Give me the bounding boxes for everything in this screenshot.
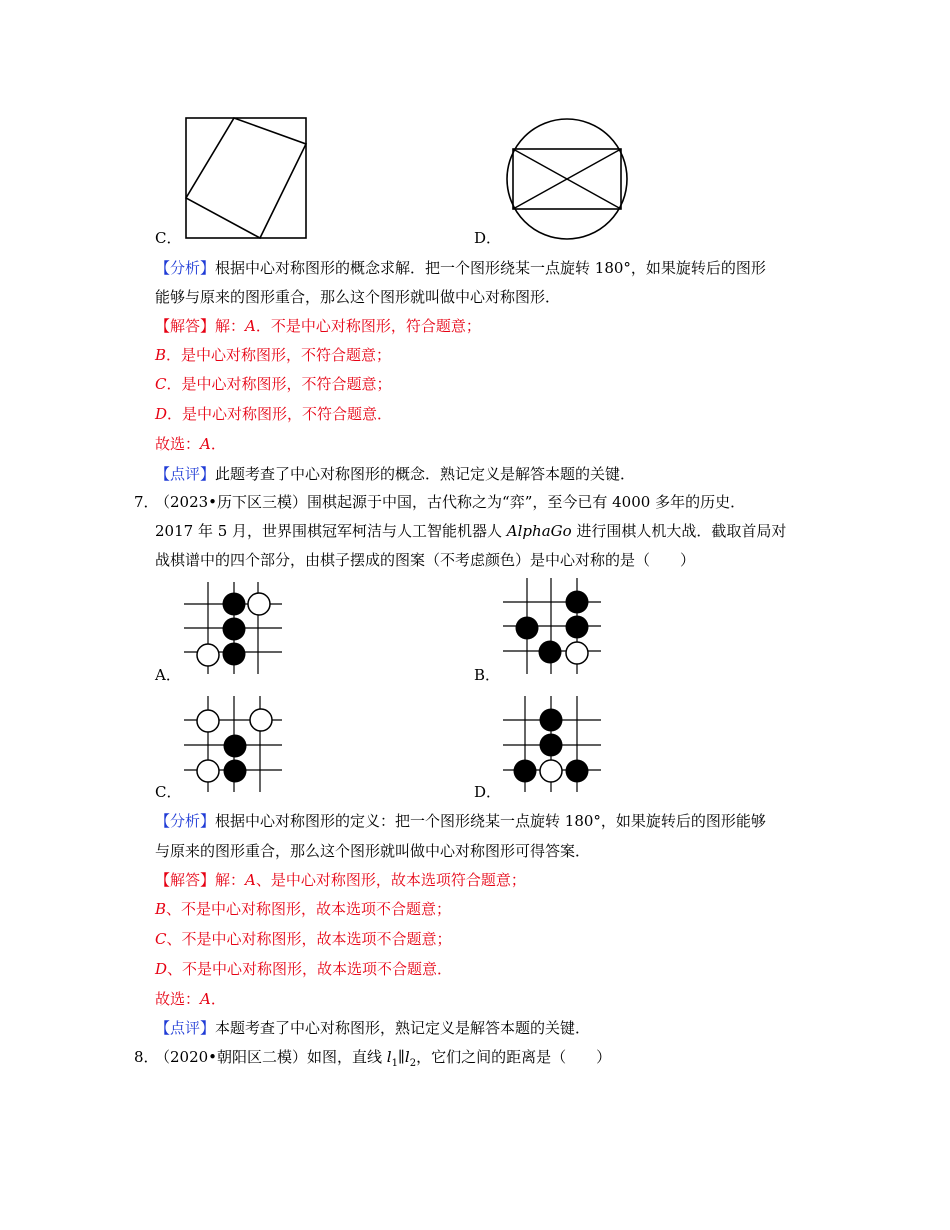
q6-answer-a: 【解答】解：A．不是中心对称图形，符合题意； xyxy=(155,317,481,335)
black-stone xyxy=(566,760,589,783)
q7-label-c: C． xyxy=(155,783,182,801)
black-stone xyxy=(514,760,537,783)
black-stone xyxy=(224,735,247,758)
q7-answer-c: C、不是中心对称图形，故本选项不合题意； xyxy=(155,930,452,948)
q6-answer-d: D．是中心对称图形，不符合题意． xyxy=(155,405,393,423)
answer-tag: 【解答】 xyxy=(155,317,216,335)
black-stone xyxy=(566,616,589,639)
figure-d-circle-rectangle xyxy=(505,117,629,241)
q7-answer-b: B、不是中心对称图形，故本选项不合题意； xyxy=(155,900,452,918)
figure-c-square-in-square xyxy=(184,116,308,240)
black-stone xyxy=(223,618,246,641)
q6-analysis-line1: 【分析】根据中心对称图形的概念求解．把一个图形绕某一点旋转 180°，如果旋转后的图形 xyxy=(155,259,766,277)
q7-comment: 【点评】本题考查了中心对称图形，熟记定义是解答本题的关键． xyxy=(155,1019,591,1037)
go-board-option-b xyxy=(503,578,603,676)
black-stone xyxy=(224,760,247,783)
comment-tag: 【点评】 xyxy=(155,1019,216,1037)
go-board-option-d xyxy=(503,696,603,794)
comment-tag: 【点评】 xyxy=(155,465,216,483)
figure-d-label: D． xyxy=(474,229,502,247)
q7-stem-line3: 战棋谱中的四个部分，由棋子摆成的图案（不考虑颜色）是中心对称的是（ ） xyxy=(155,551,696,569)
q7-answer-d: D、不是中心对称图形，故本选项不合题意． xyxy=(155,960,453,978)
q7-number: 7． xyxy=(134,493,159,511)
figure-c-label: C． xyxy=(155,229,182,247)
go-board-option-c xyxy=(184,696,284,794)
q8-number: 8． xyxy=(134,1048,159,1066)
white-stone xyxy=(248,593,270,615)
go-board-option-a xyxy=(184,582,284,676)
analysis-tag: 【分析】 xyxy=(155,259,216,277)
q7-analysis-line2: 与原来的图形重合，那么这个图形就叫做中心对称图形可得答案． xyxy=(155,842,591,860)
white-stone xyxy=(540,760,562,782)
black-stone xyxy=(516,617,539,640)
q7-answer-a: 【解答】解：A、是中心对称图形，故本选项符合题意； xyxy=(155,871,526,889)
q7-label-d: D． xyxy=(474,783,502,801)
analysis-tag: 【分析】 xyxy=(155,812,216,830)
white-stone xyxy=(250,709,272,731)
q6-comment: 【点评】此题考查了中心对称图形的概念．熟记定义是解答本题的关键． xyxy=(155,465,636,483)
q8-stem: （2020•朝阳区二模）如图，直线 $l_1\parallel l_2$，它们之间的距离是（ ） xyxy=(155,1048,612,1069)
answer-tag: 【解答】 xyxy=(155,871,216,889)
black-stone xyxy=(223,593,246,616)
q7-stem-line2: 2017 年 5 月，世界围棋冠军柯洁与人工智能机器人 AlphaGo 进行围棋人机大战．截取首局对 xyxy=(155,522,787,540)
q6-answer-b: B．是中心对称图形，不符合题意； xyxy=(155,346,392,364)
black-stone xyxy=(539,641,562,664)
q7-analysis-line1: 【分析】根据中心对称图形的定义：把一个图形绕某一点旋转 180°，如果旋转后的图形能够 xyxy=(155,812,766,830)
white-stone xyxy=(197,710,219,732)
q7-stem-line1: （2023•历下区三模）围棋起源于中国，古代称之为“弈”，至今已有 4000 多年的历史． xyxy=(155,493,746,511)
white-stone xyxy=(566,642,588,664)
q7-choice: 故选：A． xyxy=(155,990,226,1008)
q6-answer-c: C．是中心对称图形，不符合题意； xyxy=(155,375,392,393)
black-stone xyxy=(540,734,563,757)
black-stone xyxy=(540,709,563,732)
black-stone xyxy=(223,643,246,666)
black-stone xyxy=(566,591,589,614)
white-stone xyxy=(197,644,219,666)
white-stone xyxy=(197,760,219,782)
q6-choice: 故选：A． xyxy=(155,435,226,453)
q7-label-b: B． xyxy=(474,666,501,684)
q7-label-a: A． xyxy=(155,666,181,684)
q6-analysis-line2: 能够与原来的图形重合，那么这个图形就叫做中心对称图形． xyxy=(155,288,561,306)
